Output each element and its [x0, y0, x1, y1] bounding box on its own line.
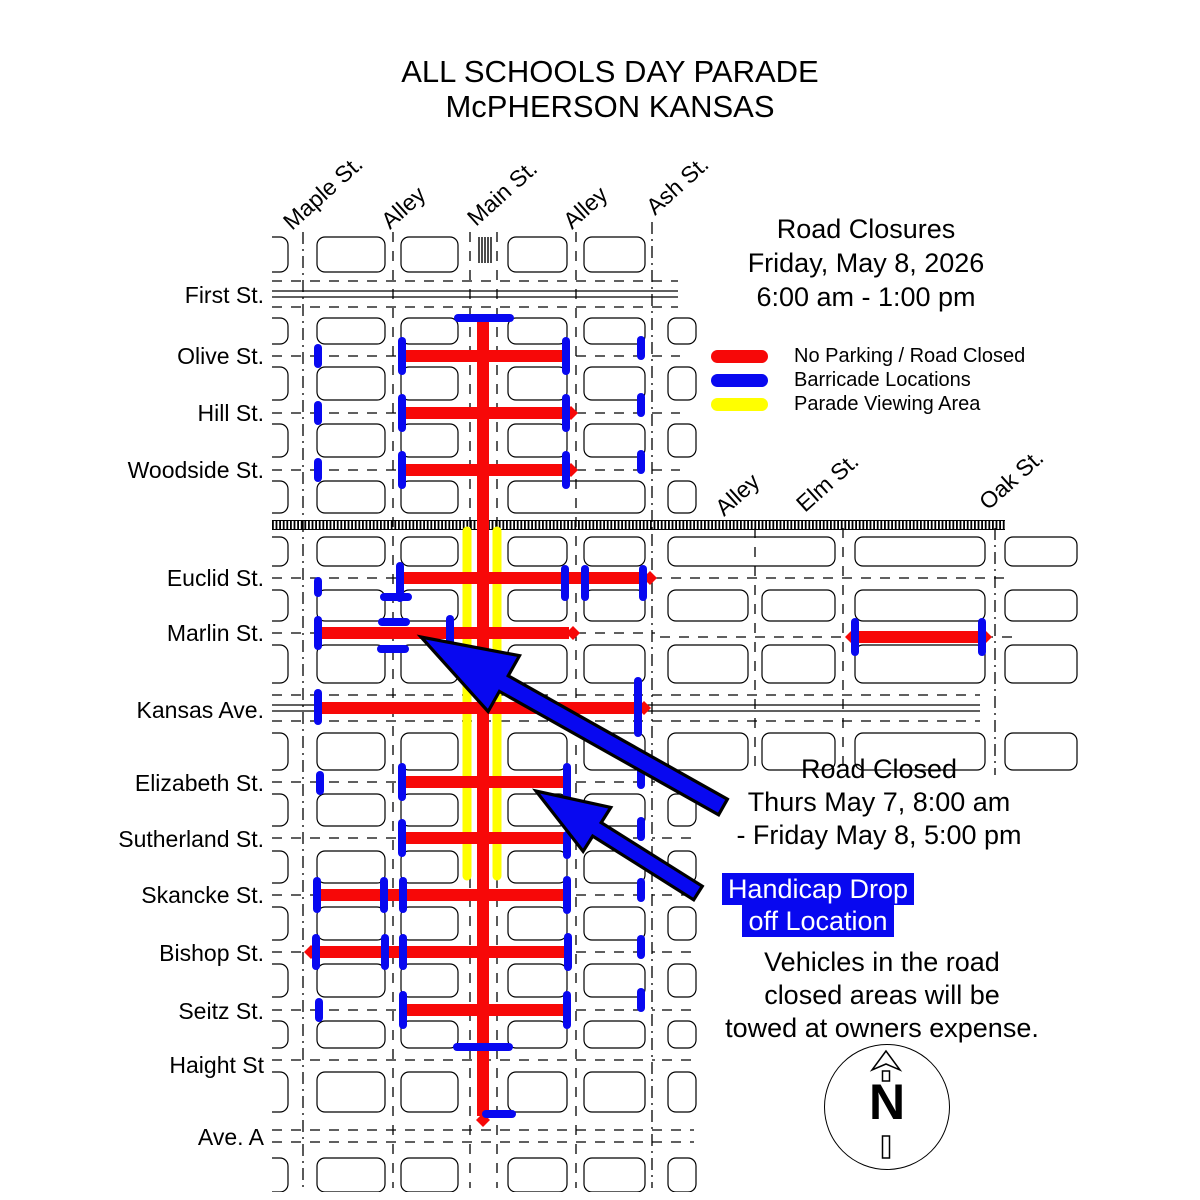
street-label-vertical: Alley — [557, 181, 613, 234]
city-block — [317, 964, 385, 997]
city-block — [317, 851, 385, 883]
city-block — [317, 237, 385, 272]
city-block — [240, 733, 288, 770]
city-block — [401, 537, 458, 566]
city-block — [508, 907, 567, 940]
street-label-horizontal: Euclid St. — [166, 565, 264, 591]
legend-row — [711, 344, 1025, 368]
city-block — [668, 318, 696, 344]
street-label-horizontal: Woodside St. — [127, 457, 264, 483]
city-block — [584, 1158, 645, 1192]
street-label-vertical: Elm St. — [790, 447, 864, 517]
city-block — [508, 424, 567, 457]
legend-label: Parade Viewing Area — [794, 392, 981, 415]
city-block — [584, 964, 645, 997]
tow-warning-line2: closed areas will be — [764, 980, 1000, 1010]
city-block — [668, 1072, 696, 1112]
legend-label: No Parking / Road Closed — [794, 344, 1026, 367]
street-label-horizontal: Skancke St. — [141, 882, 264, 908]
city-block — [762, 645, 835, 683]
city-block — [401, 424, 458, 457]
street-label-horizontal: Elizabeth St. — [134, 770, 264, 796]
city-block — [240, 907, 288, 940]
city-block — [762, 590, 835, 621]
city-block — [508, 537, 567, 566]
staging-closure-line2: Thurs May 7, 8:00 am — [747, 787, 1011, 817]
city-block — [317, 590, 385, 621]
city-block — [401, 367, 458, 400]
street-label-horizontal: Ave. A — [197, 1124, 264, 1150]
city-block — [240, 367, 288, 400]
city-block — [584, 907, 645, 940]
handicap-dropoff-note — [687, 873, 949, 937]
tow-warning — [706, 946, 1058, 1045]
tow-warning-line3: towed at owners expense. — [725, 1013, 1039, 1043]
legend-label: Barricade Locations — [794, 368, 971, 391]
city-block — [401, 851, 458, 883]
city-block — [240, 1158, 288, 1192]
city-block — [1005, 645, 1077, 683]
city-block — [317, 733, 385, 770]
city-block — [1005, 537, 1077, 566]
city-block — [668, 481, 696, 513]
city-block — [668, 964, 696, 997]
city-block — [855, 590, 985, 621]
city-block — [240, 237, 288, 272]
street-label-horizontal: Olive St. — [177, 343, 264, 369]
staging-closure-note — [709, 753, 1049, 852]
city-block — [401, 794, 458, 826]
tow-warning-line1: Vehicles in the road — [764, 947, 1000, 977]
city-block — [401, 1072, 458, 1112]
city-block — [508, 367, 567, 400]
city-block — [317, 645, 385, 683]
street-label-vertical: Alley — [709, 468, 765, 521]
city-block — [401, 318, 458, 344]
street-label-horizontal: First St. — [184, 282, 264, 308]
street-label-horizontal: Marlin St. — [166, 620, 264, 646]
city-block — [584, 1021, 645, 1048]
city-block — [584, 424, 645, 457]
city-block — [508, 1072, 567, 1112]
city-block — [584, 367, 645, 400]
city-block — [668, 537, 835, 566]
street-label-horizontal: Sutherland St. — [118, 826, 264, 852]
city-block — [317, 1021, 385, 1048]
city-block — [240, 964, 288, 997]
city-block — [584, 645, 645, 683]
city-block — [317, 424, 385, 457]
city-block — [401, 733, 458, 770]
city-block — [317, 481, 385, 513]
street-label-vertical: Oak St. — [973, 444, 1049, 515]
city-block — [240, 1072, 288, 1112]
city-block — [401, 481, 458, 513]
staging-closure-line3: - Friday May 8, 5:00 pm — [736, 820, 1022, 850]
city-block — [584, 318, 645, 344]
city-block — [668, 645, 748, 683]
handicap-dropoff-line2: off Location — [742, 905, 893, 937]
city-block — [240, 1021, 288, 1048]
city-block — [584, 590, 645, 621]
city-block — [508, 1158, 567, 1192]
city-block — [317, 1158, 385, 1192]
city-block — [240, 851, 288, 883]
city-block — [855, 645, 985, 683]
closure-notice-date: Friday, May 8, 2026 — [747, 248, 985, 278]
city-block — [317, 537, 385, 566]
city-block — [401, 1158, 458, 1192]
legend-swatch — [711, 374, 768, 387]
city-block — [317, 318, 385, 344]
city-block — [401, 907, 458, 940]
city-block — [508, 237, 567, 272]
closure-notice-time: 6:00 am - 1:00 pm — [756, 282, 976, 312]
city-block — [317, 794, 385, 826]
map-legend — [711, 344, 1025, 416]
street-label-horizontal: Haight St — [169, 1052, 264, 1078]
street-label-horizontal: Bishop St. — [159, 940, 264, 966]
city-block — [668, 1158, 696, 1192]
city-block — [508, 1021, 567, 1048]
city-block — [240, 481, 288, 513]
city-block — [401, 237, 458, 272]
city-block — [508, 318, 567, 344]
street-label-horizontal: Seitz St. — [178, 998, 264, 1024]
city-block — [317, 907, 385, 940]
city-block — [508, 645, 567, 683]
legend-row — [711, 392, 1025, 416]
city-block — [240, 645, 288, 683]
city-block — [508, 851, 567, 883]
street-label-vertical: Alley — [375, 181, 431, 234]
city-block — [668, 590, 748, 621]
street-label-horizontal: Hill St. — [197, 400, 264, 426]
page-title-line1: ALL SCHOOLS DAY PARADE — [401, 54, 819, 89]
city-block — [668, 424, 696, 457]
staging-closure-line1: Road Closed — [800, 754, 958, 784]
city-block — [401, 964, 458, 997]
city-block — [508, 964, 567, 997]
street-label-vertical: Ash St. — [640, 150, 714, 220]
city-block — [240, 590, 288, 621]
city-block — [240, 794, 288, 826]
page-title — [300, 54, 920, 124]
compass-north-label: N — [868, 1074, 906, 1130]
city-block — [1005, 590, 1077, 621]
legend-row — [711, 368, 1025, 392]
city-block — [855, 537, 985, 566]
city-block — [584, 1072, 645, 1112]
city-block — [317, 367, 385, 400]
city-block — [317, 1072, 385, 1112]
city-block — [668, 1021, 696, 1048]
city-block — [240, 537, 288, 566]
city-block — [584, 537, 645, 566]
city-block — [240, 424, 288, 457]
city-block — [508, 733, 567, 770]
closure-notice — [701, 212, 1031, 314]
legend-swatch — [711, 398, 768, 411]
closure-notice-heading: Road Closures — [776, 214, 956, 244]
city-block — [668, 367, 696, 400]
compass-rose — [824, 1044, 950, 1170]
legend-swatch — [711, 350, 768, 363]
street-label-vertical: Main St. — [461, 154, 543, 231]
city-block — [401, 1021, 458, 1048]
page-title-line2: McPHERSON KANSAS — [445, 89, 775, 124]
street-label-horizontal: Kansas Ave. — [136, 697, 264, 723]
city-block — [240, 318, 288, 344]
city-block — [508, 590, 567, 621]
handicap-dropoff-line1: Handicap Drop — [722, 873, 914, 905]
city-block — [584, 237, 645, 272]
street-label-vertical: Maple St. — [277, 150, 368, 235]
